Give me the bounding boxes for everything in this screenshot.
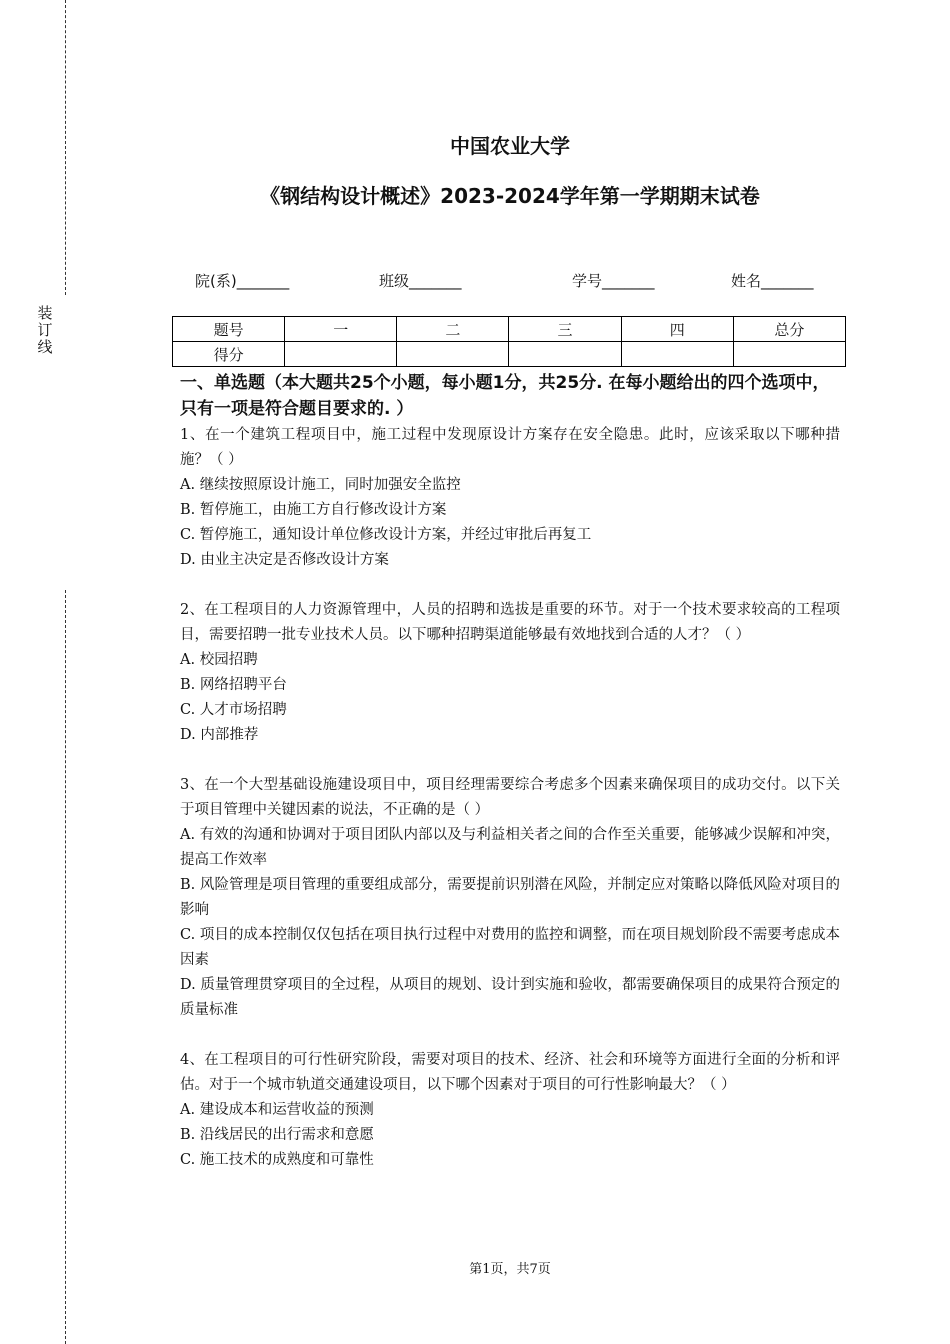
score-header-cell: 题号 <box>173 317 285 342</box>
question-2 <box>180 598 840 748</box>
score-header-cell: 二 <box>397 317 509 342</box>
question-option: A. 继续按照原设计施工，同时加强安全监控 <box>180 477 461 493</box>
question-stem: 3、在一个大型基础设施建设项目中，项目经理需要综合考虑多个因素来确保项目的成功交付。以下关于项目管理中关键因素的说法，不正确的是（ ） <box>180 777 840 818</box>
question-4 <box>180 1048 840 1173</box>
exam-content <box>180 370 840 1198</box>
question-option: D. 质量管理贯穿项目的全过程，从项目的规划、设计到实施和验收，都需要确保项目的成果符合预定的质量标准 <box>180 977 840 1018</box>
score-table-score-row <box>173 342 846 367</box>
question-stem: 2、在工程项目的人力资源管理中，人员的招聘和选拔是重要的环节。对于一个技术要求较高的工程项目，需要招聘一批专业技术人员。以下哪种招聘渠道能够最有效地找到合适的人才？（ ） <box>180 602 840 643</box>
section-heading: 一、单选题（本大题共25个小题，每小题1分，共25分. 在每小题给出的四个选项中，只有一项是符合题目要求的. ） <box>180 373 830 419</box>
class-field[interactable]: 班级_______ <box>379 272 462 290</box>
score-header-cell: 一 <box>285 317 397 342</box>
question-option: A. 校园招聘 <box>180 652 258 668</box>
score-cell[interactable] <box>509 342 621 367</box>
score-cell[interactable] <box>733 342 845 367</box>
score-cell[interactable] <box>621 342 733 367</box>
question-stem: 4、在工程项目的可行性研究阶段，需要对项目的技术、经济、社会和环境等方面进行全面的分析和评估。对于一个城市轨道交通建设项目，以下哪个因素对于项目的可行性影响最大？（ ） <box>180 1052 840 1093</box>
student-info-row <box>0 270 950 292</box>
score-cell[interactable] <box>397 342 509 367</box>
binding-line-bottom <box>65 590 66 1344</box>
score-header-cell: 三 <box>509 317 621 342</box>
question-option: B. 网络招聘平台 <box>180 677 287 693</box>
question-option: C. 施工技术的成熟度和可靠性 <box>180 1152 374 1168</box>
question-option: C. 人才市场招聘 <box>180 702 287 718</box>
score-header-cell: 总分 <box>733 317 845 342</box>
question-option: D. 内部推荐 <box>180 727 259 743</box>
score-table <box>172 316 846 367</box>
score-row-label: 得分 <box>173 342 285 367</box>
exam-title: 《钢结构设计概述》2023-2024学年第一学期期末试卷 <box>260 184 760 208</box>
score-header-cell: 四 <box>621 317 733 342</box>
question-option: B. 风险管理是项目管理的重要组成部分，需要提前识别潜在风险，并制定应对策略以降低风险对项目的影响 <box>180 877 840 918</box>
question-1 <box>180 423 840 573</box>
score-table-header-row <box>173 317 846 342</box>
binding-label: 装订线 <box>37 304 53 356</box>
name-field[interactable]: 姓名_______ <box>731 272 814 290</box>
question-option: A. 有效的沟通和协调对于项目团队内部以及与利益相关者之间的合作至关重要，能够减少误解和冲突，提高工作效率 <box>180 827 840 868</box>
question-option: D. 由业主决定是否修改设计方案 <box>180 552 389 568</box>
question-stem: 1、在一个建筑工程项目中，施工过程中发现原设计方案存在安全隐患。此时，应该采取以下哪种措施？（ ） <box>180 427 840 468</box>
department-field[interactable]: 院(系)_______ <box>195 272 290 290</box>
question-option: B. 沿线居民的出行需求和意愿 <box>180 1127 374 1143</box>
score-cell[interactable] <box>285 342 397 367</box>
question-option: C. 项目的成本控制仅仅包括在项目执行过程中对费用的监控和调整，而在项目规划阶段不需要考虑成本因素 <box>180 927 840 968</box>
question-option: B. 暂停施工，由施工方自行修改设计方案 <box>180 502 447 518</box>
school-name: 中国农业大学 <box>450 134 570 158</box>
student-id-field[interactable]: 学号_______ <box>572 272 655 290</box>
question-option: A. 建设成本和运营收益的预测 <box>180 1102 374 1118</box>
question-3 <box>180 773 840 1023</box>
question-option: C. 暂停施工，通知设计单位修改设计方案，并经过审批后再复工 <box>180 527 592 543</box>
page-footer: 第1页，共7页 <box>469 1262 551 1277</box>
